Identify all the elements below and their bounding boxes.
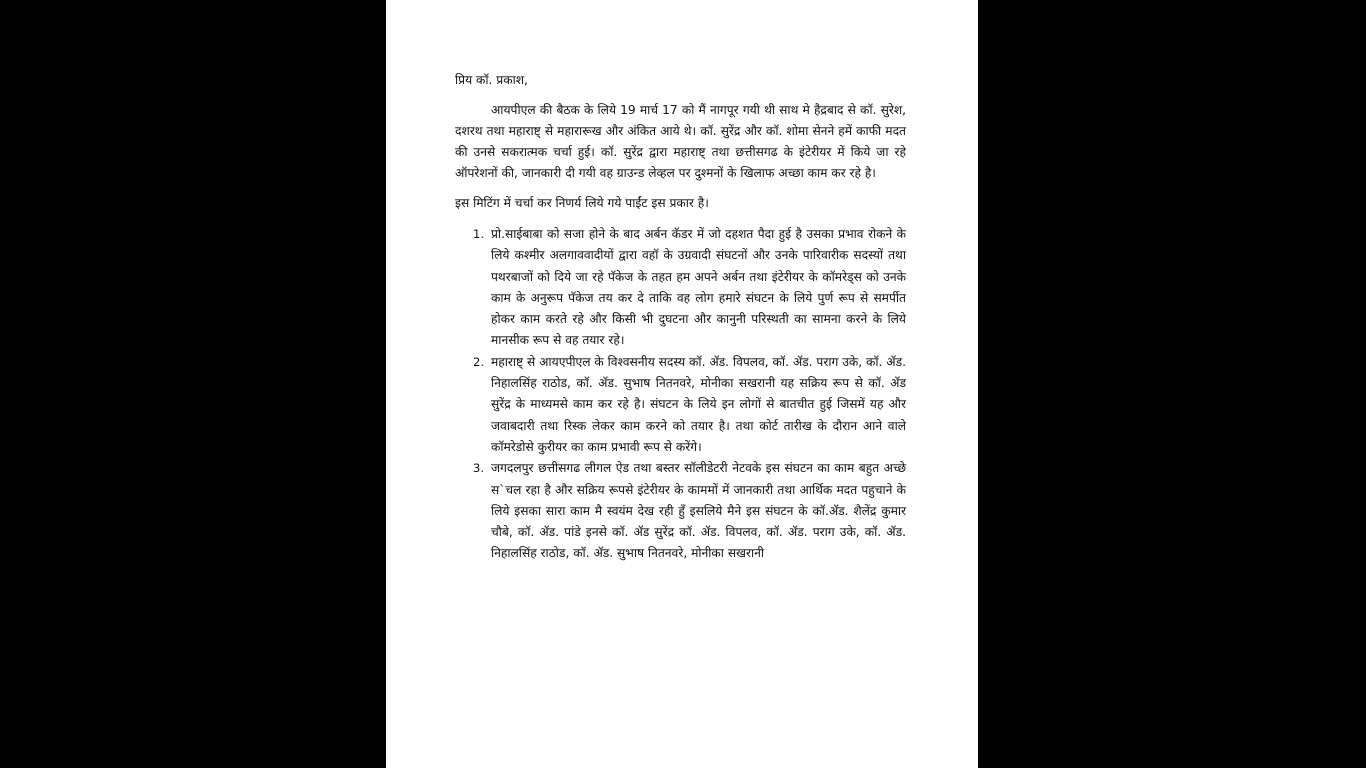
list-item-number: 1. bbox=[473, 227, 484, 241]
salutation: प्रिय कॉ. प्रकाश, bbox=[455, 73, 528, 87]
document-page bbox=[386, 0, 978, 768]
list-item bbox=[473, 458, 906, 564]
list-item-text: प्रो.साईबाबा को सजा होने के बाद अर्बन कॅडर में जो दहशत पैदा हुई है उसका प्रभाव रोकने के लिये कश्मीर अलगाववादीयों द्वारा वहॉ के उग्रवादी संघटनों और उनके पारिवारीक सदस्यों तथा पथरबाजों को दिये जा रहे पॅकेज के तहत हम अपने अर्बन तथा इंटेरीयर के कॉमरेड्स को उनके काम के अनुरूप पॅकेज तय कर दे ताकि वह लोग हमारे संघटन के लिये पुर्ण रूप से समर्पीत होकर काम करते रहे और किसी भी दुघटना और कानुनी परिस्थती का सामना करने के लिये मानसीक रूप से वह तयार रहे। bbox=[491, 227, 906, 348]
list-item-number: 2. bbox=[473, 354, 484, 369]
list-item-text: महाराष्ट् से आयएपीएल के विश्वसनीय सदस्य कॉ. ॲड. विपलव, कॉ. ॲड. पराग उके, कॉ. ॲड. निहालसिंह राठोड, कॉ. ॲड. सुभाष नितनवरे, मोनीका सखरानी यह सक्रिय रूप से कॉ. ॲड सुरेंद्र के माध्यमसे काम कर रहे है। संघटन के लिये इन लोगों से बातचीत हुई जिसमें यह और जवाबदारी तथा रिस्क लेकर काम करने को तयार है। तथा कोर्ट तारीख के दौरान आने वाले कॉमरेडोसे कुरीयर का काम प्रभावी रूप से करेंगे। bbox=[491, 354, 906, 454]
points-list bbox=[455, 224, 906, 565]
list-item-text: जगदलपुर छत्तीसगढ लीगल ऐड तथा बस्तर सॉलीडेटरी नेटवके इस संघटन का काम बहुत अच्छे स`चल रहा है और सक्रिय रूपसे इंटेरीयर के काममों में जानकारी तथा आर्थिक मदत पहुचाने के लिये इसका सारा काम मै स्वयंम देख रही हुँ इसलिये मैने इस संघटन के कॉ.ॲड. शैलेंद्र कुमार चौबे, कॉ. ॲड. पांडे इनसे कॉ. ॲड सुरेंद्र कॉ. ॲड. विपलव, कॉ. ॲड. पराग उके, कॉ. ॲड. निहालसिंह राठोड, कॉ. ॲड. सुभाष नितनवरे, मोनीका सखरानी bbox=[491, 461, 906, 561]
list-item bbox=[473, 224, 906, 352]
intro-paragraph: आयपीएल की बैठक के लिये 19 मार्च 17 को मैं नागपूर गयी थी साथ मे हैद्रबाद से कॉ. सुरेश, दशरथ तथा महाराष्ट् से महारारूख और अंकित आये थे। कॉ. सुरेंद्र और कॉ. शोमा सेनने हमें काफी मदत की उनसे सकरात्मक चर्चा हुई। कॉ. सुरेंद्र द्वारा महाराष्ट् तथा छत्तीसगढ के इंटेरीयर में किये जा रहे ऑपरेशनों की, जानकारी दी गयी वह ग्राउन्ड लेव्हल पर दुश्मनों के खिलाफ अच्छा काम कर रहे है। bbox=[455, 103, 906, 180]
list-item bbox=[473, 352, 906, 458]
meeting-points-heading: इस मिटिंग में चर्चा कर निणर्य लिये गये पाईंट इस प्रकार है। bbox=[455, 196, 709, 210]
list-item-number: 3. bbox=[473, 461, 484, 476]
